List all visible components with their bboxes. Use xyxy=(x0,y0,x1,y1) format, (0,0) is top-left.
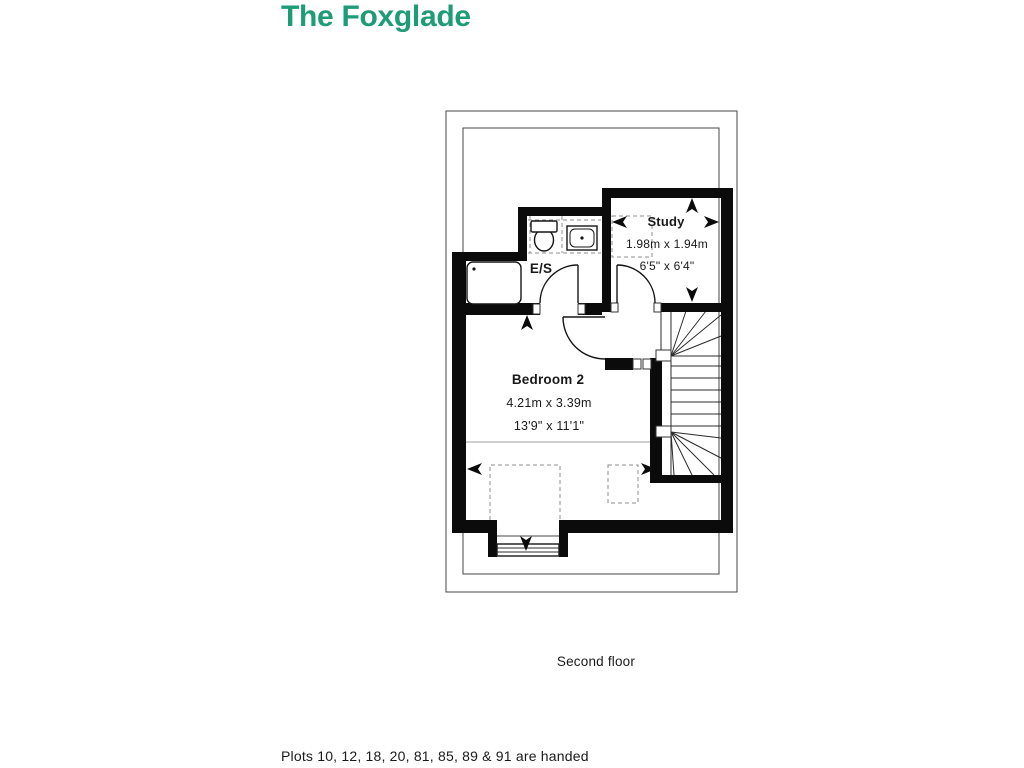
winder-staircase xyxy=(661,311,721,475)
shower-tray xyxy=(467,262,521,304)
arrow-down-icon xyxy=(686,287,698,302)
toilet xyxy=(531,221,557,251)
room-dimensions-metric: 1.98m x 1.94m xyxy=(626,237,708,251)
basin xyxy=(567,226,597,250)
room-dimensions-imperial: 6'5" x 6'4" xyxy=(639,259,695,273)
arrow-up-icon xyxy=(686,198,698,213)
arrow-left-icon xyxy=(467,463,482,475)
page-title: The Foxglade xyxy=(281,0,471,33)
bedroom-door-swing xyxy=(563,317,605,359)
handed-plots-note: Plots 10, 12, 18, 20, 81, 85, 89 & 91 are handed xyxy=(281,748,589,764)
floor-caption: Second floor xyxy=(556,654,636,669)
arrow-up-icon xyxy=(521,315,533,330)
room-label-bedroom2: Bedroom 2 xyxy=(511,372,585,387)
room-dimensions-imperial: 13'9" x 11'1" xyxy=(513,419,585,433)
room-label-study: Study xyxy=(647,214,685,229)
room-label-ensuite: E/S xyxy=(529,261,553,276)
room-dimensions-metric: 4.21m x 3.39m xyxy=(506,396,592,410)
